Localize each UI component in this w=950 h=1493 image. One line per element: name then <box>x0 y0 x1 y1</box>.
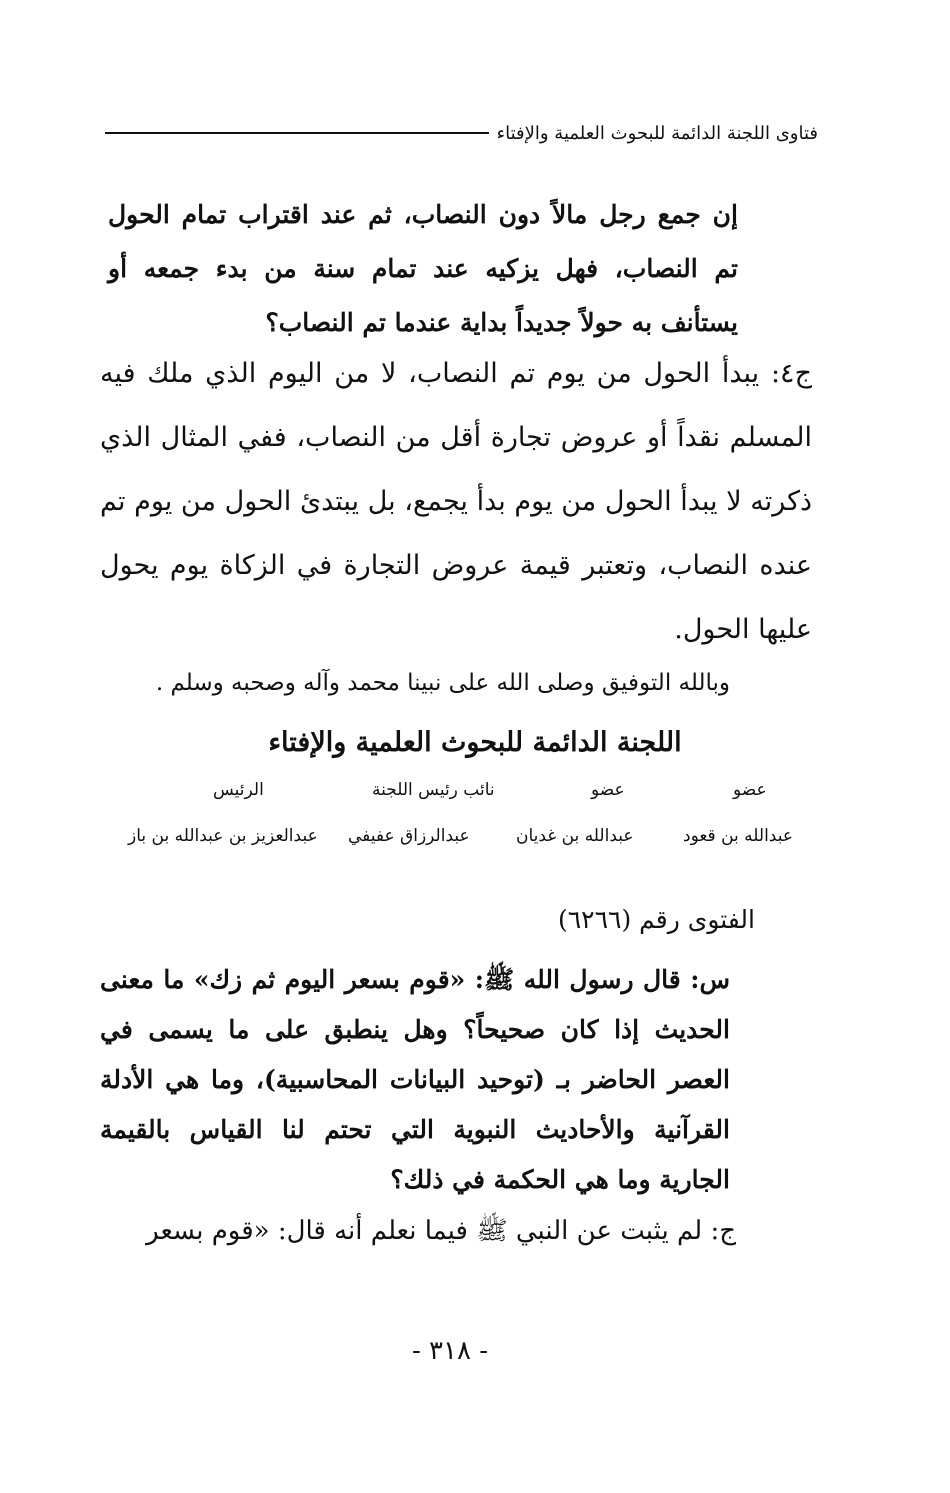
signatory-role: عضو <box>733 780 767 800</box>
signatory-role: نائب رئيس اللجنة <box>372 780 495 800</box>
signatory-role: عضو <box>591 780 625 800</box>
signatory-name: عبدالرزاق عفيفي <box>348 826 470 846</box>
signatory-name: عبدالعزيز بن عبدالله بن باز <box>128 826 318 846</box>
answer-1: ج٤: يبدأ الحول من يوم تم النصاب، لا من اليوم الذي ملك فيه المسلم نقداً أو عروض تجارة أقل من النصاب، ففي المثال الذي ذكرته لا يبدأ الحول من يوم بدأ يجمع، بل يبتدئ الحول من يوم تم عنده النصاب، وتعتبر قيمة عروض التجارة في الزكاة يوم يحول عليها الحول. <box>100 358 812 645</box>
question-1: إن جمع رجل مالاً دون النصاب، ثم عند اقتراب تمام الحول تم النصاب، فهل يزكيه عند تمام سنة من بدء جمعه أو يستأنف به حولاً جديداً بداية عندما تم النصاب؟ <box>108 200 738 337</box>
closing-prayer: وبالله التوفيق وصلى الله على نبينا محمد وآله وصحبه وسلم . <box>155 670 730 696</box>
running-header <box>105 118 818 148</box>
answer-2-start: ج: لم يثبت عن النبي ﷺ فيما نعلم أنه قال: «قوم بسعر <box>146 1216 736 1246</box>
header-rule <box>105 132 489 134</box>
signatory-name: عبدالله بن قعود <box>683 826 794 846</box>
signatory-name: عبدالله بن غديان <box>516 826 634 846</box>
signatory-role: الرئيس <box>213 780 264 800</box>
header-title: فتاوى اللجنة الدائمة للبحوث العلمية والإفتاء <box>496 122 818 144</box>
fatwa-number: الفتوى رقم (٦٢٦٦) <box>557 905 755 934</box>
question-2: س: قال رسول الله ﷺ: «قوم بسعر اليوم ثم زك» ما معنى الحديث إذا كان صحيحاً؟ وهل ينطبق على ما يسمى في العصر الحاضر بـ (توحيد البيانات المحاسبية)، وما هي الأدلة القرآنية والأحاديث النبوية التي تحتم لنا القياس بالقيمة الجارية وما هي الحكمة في ذلك؟ <box>100 965 730 1194</box>
page-number: - ٣١٨ - <box>411 1336 489 1366</box>
committee-title: اللجنة الدائمة للبحوث العلمية والإفتاء <box>268 727 682 758</box>
